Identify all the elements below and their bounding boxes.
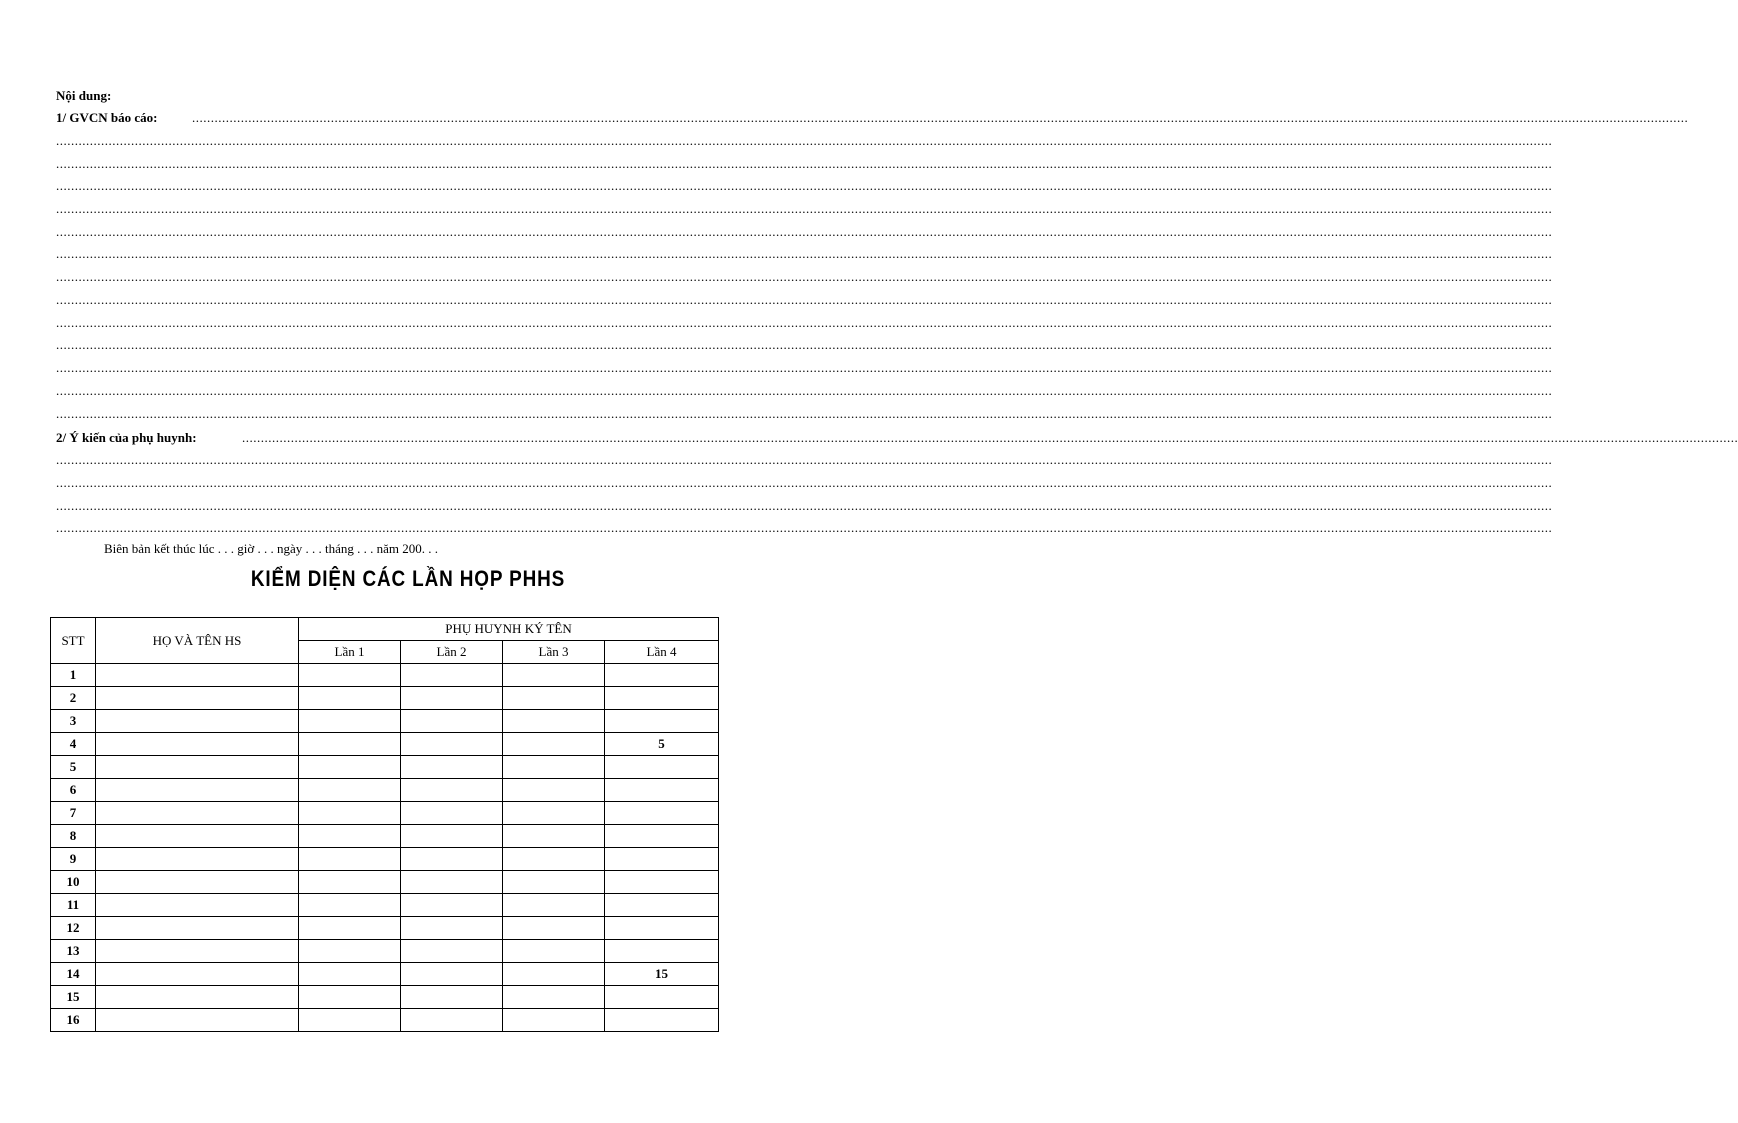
header-lan-4: Lần 4 [605,641,719,664]
table-row [51,871,719,894]
cell-stt: 2 [51,687,96,710]
cell-lan-2 [401,687,503,710]
dotted-line: ............................................................................................................................................................................................................................................................................................................................................................................................................... [56,452,1553,467]
cell-lan-4 [605,825,719,848]
cell-lan-1 [299,871,401,894]
closing-text: Biên bản kết thúc lúc . . . giờ . . . ngày . . . tháng . . . năm 200. . . [104,541,438,556]
dotted-line: ............................................................................................................................................................................................................................................................................................................................................................................................................... [56,498,1553,513]
header-parent-signature: PHỤ HUYNH KÝ TÊN [299,618,719,641]
cell-lan-1 [299,733,401,756]
cell-student-name [96,710,299,733]
table-row [51,825,719,848]
cell-student-name [96,940,299,963]
cell-lan-1 [299,687,401,710]
cell-student-name [96,687,299,710]
cell-student-name [96,963,299,986]
cell-lan-3 [503,710,605,733]
dotted-line: ............................................................................................................................................................................................................................................................................................................................................................................................................... [56,315,1553,330]
cell-lan-1 [299,1009,401,1032]
cell-lan-3 [503,756,605,779]
table-row [51,940,719,963]
dotted-line: ............................................................................................................................................................................................................................................................................................................................................................................................................... [56,201,1553,216]
cell-lan-2 [401,733,503,756]
cell-student-name [96,733,299,756]
cell-lan-4 [605,779,719,802]
cell-stt: 14 [51,963,96,986]
cell-lan-4 [605,848,719,871]
attendance-table [50,617,719,1032]
dotted-line: ............................................................................................................................................................................................................................................................................................................................................................................................................... [56,156,1553,171]
cell-lan-3 [503,825,605,848]
dotted-line: ............................................................................................................................................................................................................................................................................................................................................................................................................... [242,430,1738,445]
table-row [51,687,719,710]
header-lan-2: Lần 2 [401,641,503,664]
cell-student-name [96,825,299,848]
cell-lan-1 [299,802,401,825]
section2-label: 2/ Ý kiến của phụ huynh: [56,430,197,445]
cell-lan-4 [605,871,719,894]
cell-lan-4 [605,664,719,687]
cell-lan-4 [605,894,719,917]
header-lan-1: Lần 1 [299,641,401,664]
cell-student-name [96,871,299,894]
cell-lan-1 [299,756,401,779]
cell-student-name [96,848,299,871]
cell-lan-1 [299,894,401,917]
dotted-line: ............................................................................................................................................................................................................................................................................................................................................................................................................... [56,406,1553,421]
cell-lan-4 [605,756,719,779]
section1-label: 1/ GVCN báo cáo: [56,110,158,125]
cell-lan-4 [605,687,719,710]
cell-student-name [96,986,299,1009]
header-lan-3: Lần 3 [503,641,605,664]
cell-lan-3 [503,917,605,940]
cell-lan-2 [401,664,503,687]
dotted-line: ............................................................................................................................................................................................................................................................................................................................................................................................................... [56,360,1553,375]
cell-lan-2 [401,825,503,848]
table-row [51,917,719,940]
cell-stt: 7 [51,802,96,825]
dotted-line: ............................................................................................................................................................................................................................................................................................................................................................................................................... [56,383,1553,398]
dotted-line: ............................................................................................................................................................................................................................................................................................................................................................................................................... [56,337,1553,352]
table-row [51,664,719,687]
header-student-name: HỌ VÀ TÊN HS [96,618,299,664]
cell-lan-4: 5 [605,733,719,756]
table-row [51,986,719,1009]
cell-stt: 10 [51,871,96,894]
cell-lan-4 [605,1009,719,1032]
cell-student-name [96,917,299,940]
cell-lan-3 [503,986,605,1009]
cell-lan-3 [503,664,605,687]
cell-lan-2 [401,917,503,940]
cell-lan-1 [299,917,401,940]
cell-lan-3 [503,1009,605,1032]
dotted-line: ............................................................................................................................................................................................................................................................................................................................................................................................................... [56,292,1553,307]
table-row [51,756,719,779]
dotted-line: ............................................................................................................................................................................................................................................................................................................................................................................................................... [56,133,1553,148]
cell-lan-2 [401,779,503,802]
cell-lan-4 [605,917,719,940]
table-row [51,963,719,986]
cell-lan-3 [503,687,605,710]
cell-student-name [96,756,299,779]
cell-lan-3 [503,963,605,986]
cell-stt: 4 [51,733,96,756]
cell-lan-2 [401,963,503,986]
dotted-line: ............................................................................................................................................................................................................................................................................................................................................................................................................... [192,110,1689,125]
cell-student-name [96,894,299,917]
cell-lan-4: 15 [605,963,719,986]
cell-student-name [96,664,299,687]
cell-stt: 5 [51,756,96,779]
cell-stt: 11 [51,894,96,917]
cell-lan-4 [605,940,719,963]
cell-student-name [96,802,299,825]
cell-lan-1 [299,940,401,963]
dotted-line: ............................................................................................................................................................................................................................................................................................................................................................................................................... [56,224,1553,239]
table-row [51,802,719,825]
cell-stt: 12 [51,917,96,940]
cell-lan-2 [401,940,503,963]
cell-lan-1 [299,848,401,871]
table-row [51,733,719,756]
cell-lan-3 [503,894,605,917]
cell-student-name [96,779,299,802]
cell-lan-3 [503,848,605,871]
dotted-line: ............................................................................................................................................................................................................................................................................................................................................................................................................... [56,178,1553,193]
table-row [51,848,719,871]
cell-lan-3 [503,802,605,825]
cell-lan-4 [605,710,719,733]
cell-lan-1 [299,963,401,986]
cell-lan-2 [401,848,503,871]
cell-lan-1 [299,779,401,802]
cell-lan-1 [299,825,401,848]
table-row [51,710,719,733]
dotted-line: ............................................................................................................................................................................................................................................................................................................................................................................................................... [56,246,1553,261]
dotted-line: ............................................................................................................................................................................................................................................................................................................................................................................................................... [56,520,1553,535]
cell-lan-2 [401,986,503,1009]
table-row [51,894,719,917]
table-row [51,779,719,802]
cell-lan-2 [401,710,503,733]
cell-lan-2 [401,756,503,779]
header-stt: STT [51,618,96,664]
cell-lan-3 [503,871,605,894]
cell-lan-2 [401,802,503,825]
cell-lan-2 [401,1009,503,1032]
cell-lan-2 [401,871,503,894]
cell-lan-2 [401,894,503,917]
cell-lan-4 [605,986,719,1009]
cell-stt: 8 [51,825,96,848]
cell-stt: 1 [51,664,96,687]
table-row [51,1009,719,1032]
cell-stt: 13 [51,940,96,963]
cell-lan-3 [503,733,605,756]
cell-stt: 15 [51,986,96,1009]
cell-lan-1 [299,664,401,687]
attendance-rows [51,664,719,1032]
dotted-line: ............................................................................................................................................................................................................................................................................................................................................................................................................... [56,475,1553,490]
content-heading: Nội dung: [56,88,112,103]
cell-lan-1 [299,986,401,1009]
cell-lan-1 [299,710,401,733]
cell-lan-4 [605,802,719,825]
cell-lan-3 [503,779,605,802]
cell-lan-3 [503,940,605,963]
cell-stt: 3 [51,710,96,733]
cell-student-name [96,1009,299,1032]
dotted-line: ............................................................................................................................................................................................................................................................................................................................................................................................................... [56,269,1553,284]
cell-stt: 9 [51,848,96,871]
cell-stt: 6 [51,779,96,802]
attendance-title: KIỂM DIỆN CÁC LẦN HỌP PHHS [250,566,566,591]
cell-stt: 16 [51,1009,96,1032]
